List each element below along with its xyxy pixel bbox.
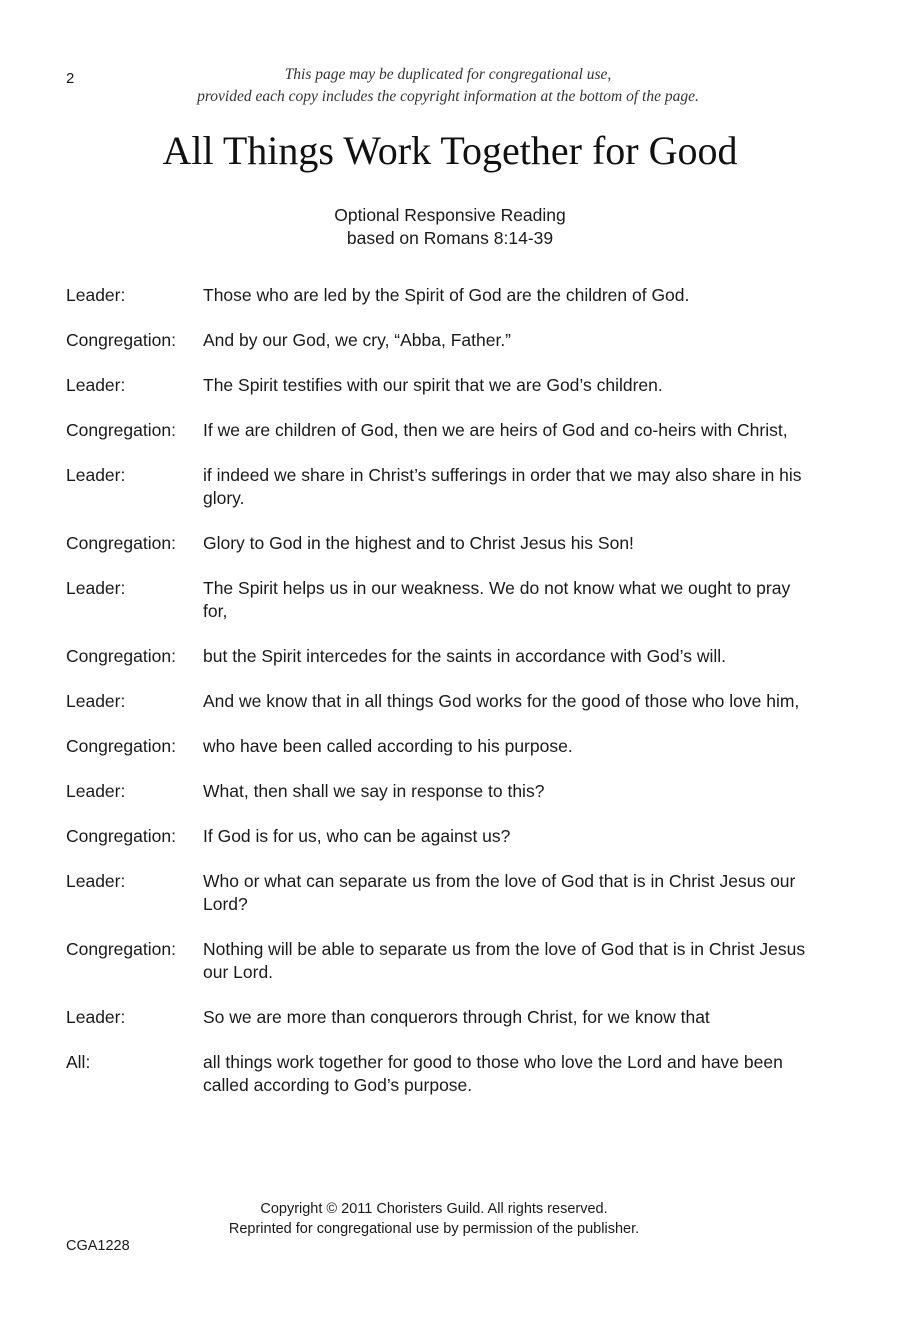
speaker-label: Congregation: <box>66 736 176 756</box>
reading-row <box>66 645 846 668</box>
subtitle-line-1: Optional Responsive Reading <box>334 205 566 225</box>
reading-row <box>66 419 846 442</box>
reading-line: So we are more than conquerors through Christ, for we know that <box>203 1007 710 1027</box>
reading-row <box>66 938 846 984</box>
reading-row <box>66 464 846 510</box>
reading-row <box>66 780 846 803</box>
speaker-label: Leader: <box>66 691 126 711</box>
copyright-line-2: Reprinted for congregational use by permission of the publisher. <box>228 1221 640 1237</box>
reading-line: If God is for us, who can be against us? <box>203 826 511 846</box>
speaker-label: Congregation: <box>66 646 176 666</box>
reading-line: The Spirit helps us in our weakness. We do not know what we ought to pray for, <box>203 578 791 621</box>
copyright-notice <box>0 1199 868 1239</box>
reading-row <box>66 1006 846 1029</box>
speaker-label: Leader: <box>66 375 126 395</box>
reading-line: if indeed we share in Christ’s sufferings in order that we may also share in his glory. <box>203 465 802 508</box>
reading-row <box>66 374 846 397</box>
speaker-label: Congregation: <box>66 826 176 846</box>
page-number: 2 <box>66 70 75 87</box>
copyright-line-1: Copyright © 2011 Choristers Guild. All rights reserved. <box>260 1201 608 1217</box>
subtitle <box>0 204 900 250</box>
speaker-label: Leader: <box>66 285 126 305</box>
page-title: All Things Work Together for Good <box>162 128 738 173</box>
duplication-note-line-2: provided each copy includes the copyright information at the bottom of the page. <box>197 88 699 105</box>
speaker-label: Congregation: <box>66 330 176 350</box>
speaker-label: Congregation: <box>66 533 176 553</box>
reading-row <box>66 329 846 352</box>
duplication-note-line-1: This page may be duplicated for congregational use, <box>284 66 612 83</box>
catalog-code: CGA1228 <box>66 1238 130 1254</box>
reading-line: Glory to God in the highest and to Christ Jesus his Son! <box>203 533 634 553</box>
reading-row <box>66 577 846 623</box>
speaker-label: Leader: <box>66 871 126 891</box>
responsive-reading <box>66 284 846 1119</box>
reading-line: The Spirit testifies with our spirit that we are God’s children. <box>203 375 663 395</box>
reading-row <box>66 870 846 916</box>
speaker-label: Leader: <box>66 1007 126 1027</box>
reading-line: who have been called according to his purpose. <box>203 736 573 756</box>
speaker-label: Leader: <box>66 781 126 801</box>
reading-line: And we know that in all things God works for the good of those who love him, <box>203 691 800 711</box>
reading-row <box>66 532 846 555</box>
reading-line: What, then shall we say in response to this? <box>203 781 545 801</box>
reading-row <box>66 690 846 713</box>
reading-line: Nothing will be able to separate us from the love of God that is in Christ Jesus our Lord. <box>203 939 806 982</box>
speaker-label: Leader: <box>66 578 126 598</box>
subtitle-line-2: based on Romans 8:14-39 <box>346 228 554 248</box>
reading-line: Those who are led by the Spirit of God are the children of God. <box>203 285 690 305</box>
reading-line: all things work together for good to those who love the Lord and have been called according to God’s purpose. <box>203 1052 783 1095</box>
speaker-label: Congregation: <box>66 939 176 959</box>
duplication-note <box>100 64 796 108</box>
reading-line: but the Spirit intercedes for the saints in accordance with God’s will. <box>203 646 726 666</box>
reading-row <box>66 1051 846 1097</box>
reading-row <box>66 735 846 758</box>
reading-row <box>66 825 846 848</box>
reading-line: If we are children of God, then we are heirs of God and co-heirs with Christ, <box>203 420 788 440</box>
reading-line: And by our God, we cry, “Abba, Father.” <box>203 330 512 350</box>
speaker-label: Leader: <box>66 465 126 485</box>
speaker-label: All: <box>66 1052 91 1072</box>
speaker-label: Congregation: <box>66 420 176 440</box>
reading-row <box>66 284 846 307</box>
reading-line: Who or what can separate us from the love of God that is in Christ Jesus our Lord? <box>203 871 796 914</box>
